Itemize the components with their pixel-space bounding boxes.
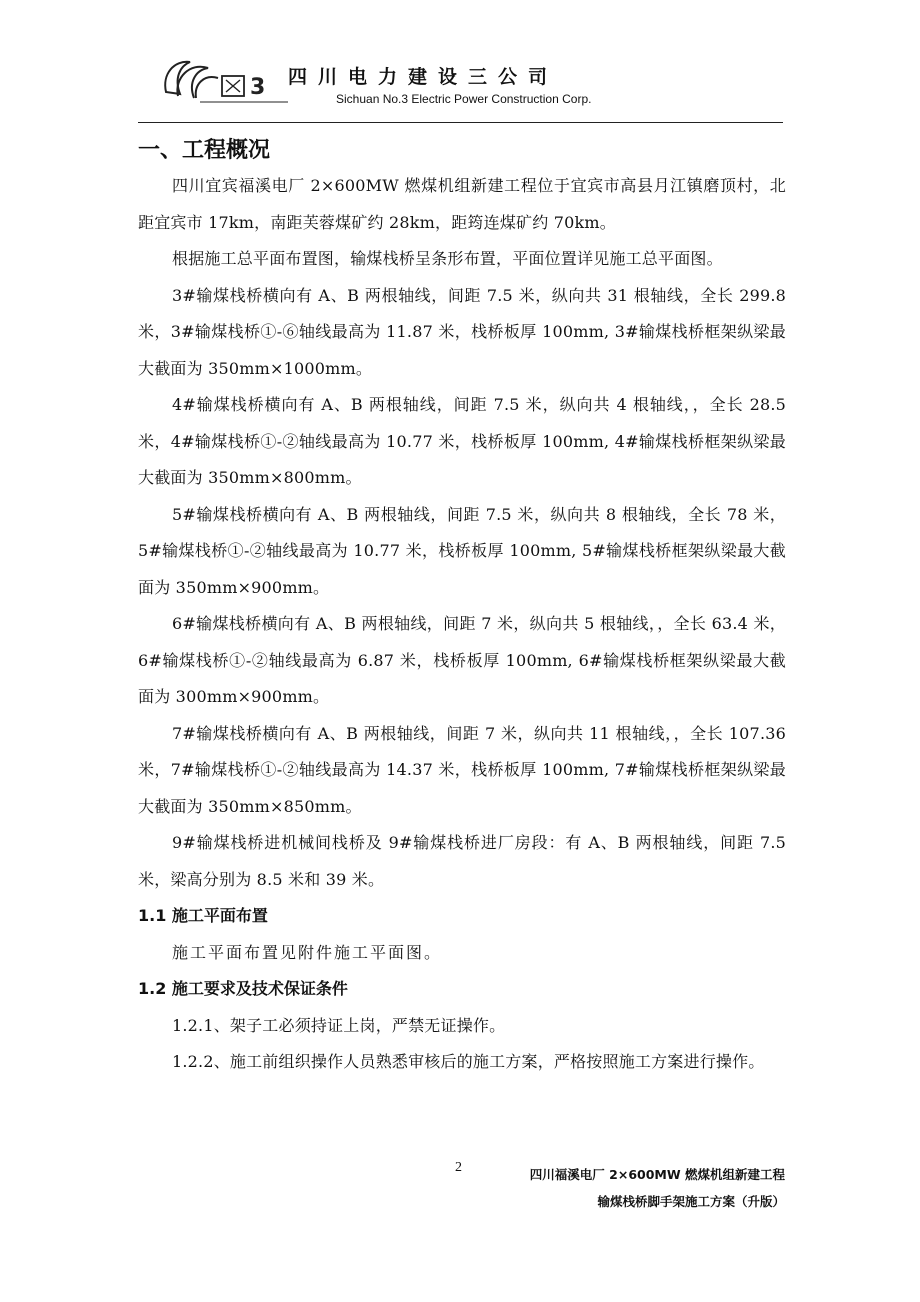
header-rule bbox=[138, 122, 783, 123]
section-title-requirements: 1.2 施工要求及技术保证条件 bbox=[138, 979, 348, 998]
paragraph-bridge-7: 7#输煤栈桥横向有 A、B 两根轴线，间距 7 米，纵向共 11 根轴线，，全长 107.36 米，7#输煤栈桥①-②轴线最高为 14.37 米，栈桥板厚 100mm, 7#输煤栈桥框架纵梁最大截面为 350mm×850mm。 bbox=[138, 723, 786, 816]
requirement-item: 1.2.2、施工前组织操作人员熟悉审核后的施工方案，严格按照施工方案进行操作。 bbox=[172, 1052, 765, 1071]
company-logo-icon bbox=[160, 52, 288, 110]
letterhead bbox=[160, 52, 785, 122]
section-title-overview: 一、工程概况 bbox=[138, 138, 271, 163]
paragraph-bridge-4: 4#输煤栈桥横向有 A、B 两根轴线，间距 7.5 米，纵向共 4 根轴线，，全长 28.5 米，4#输煤栈桥①-②轴线最高为 10.77 米，栈桥板厚 100mm, 4#输煤栈桥框架纵梁最大截面为 350mm×800mm。 bbox=[138, 395, 786, 487]
paragraph-location: 四川宜宾福溪电厂 2×600MW 燃煤机组新建工程位于宜宾市高县月江镇磨顶村，北距宜宾市 17km，南距芙蓉煤矿约 28km，距筠连煤矿约 70km。 bbox=[138, 176, 786, 232]
footer-project-line: 四川福溪电厂 2×600MW 燃煤机组新建工程 bbox=[529, 1167, 785, 1182]
paragraph-bridge-9: 9#输煤栈桥进机械间栈桥及 9#输煤栈桥进厂房段：有 A、B 两根轴线，间距 7.5 米，梁高分别为 8.5 米和 39 米。 bbox=[138, 833, 786, 889]
company-name-cn: 四川电力建设三公司 bbox=[288, 66, 559, 88]
company-name-en: Sichuan No.3 Electric Power Construction Corp. bbox=[336, 92, 592, 106]
requirement-item: 1.2.1、架子工必须持证上岗，严禁无证操作。 bbox=[172, 1015, 506, 1035]
paragraph-layout: 根据施工总平面布置图，输煤栈桥呈条形布置，平面位置详见施工总平面图。 bbox=[172, 249, 723, 268]
main-content bbox=[138, 128, 786, 1081]
paragraph-bridge-5: 5#输煤栈桥横向有 A、B 两根轴线，间距 7.5 米，纵向共 8 根轴线，全长 78 米，5#输煤栈桥①-②轴线最高为 10.77 米，栈桥板厚 100mm, 5#输煤栈桥框架纵梁最大截面为 350mm×900mm。 bbox=[138, 504, 786, 597]
paragraph-bridge-3: 3#输煤栈桥横向有 A、B 两根轴线，间距 7.5 米，纵向共 31 根轴线，全长 299.8 米，3#输煤栈桥①-⑥轴线最高为 11.87 米，栈桥板厚 100mm, 3#输煤栈桥框架纵梁最大截面为 350mm×1000mm。 bbox=[138, 285, 786, 378]
section-title-site-layout: 1.1 施工平面布置 bbox=[138, 906, 268, 925]
paragraph-site-layout: 施工平面布置见附件施工平面图。 bbox=[172, 942, 443, 962]
footer-document-line: 输煤栈桥脚手架施工方案（升版） bbox=[597, 1194, 785, 1209]
page-number: 2 bbox=[455, 1160, 462, 1175]
paragraph-bridge-6: 6#输煤栈桥横向有 A、B 两根轴线，间距 7 米，纵向共 5 根轴线，，全长 63.4 米，6#输煤栈桥①-②轴线最高为 6.87 米，栈桥板厚 100mm, 6#输煤栈桥框架纵梁最大截面为 300mm×900mm。 bbox=[138, 614, 786, 706]
svg-text:3: 3 bbox=[250, 75, 266, 100]
